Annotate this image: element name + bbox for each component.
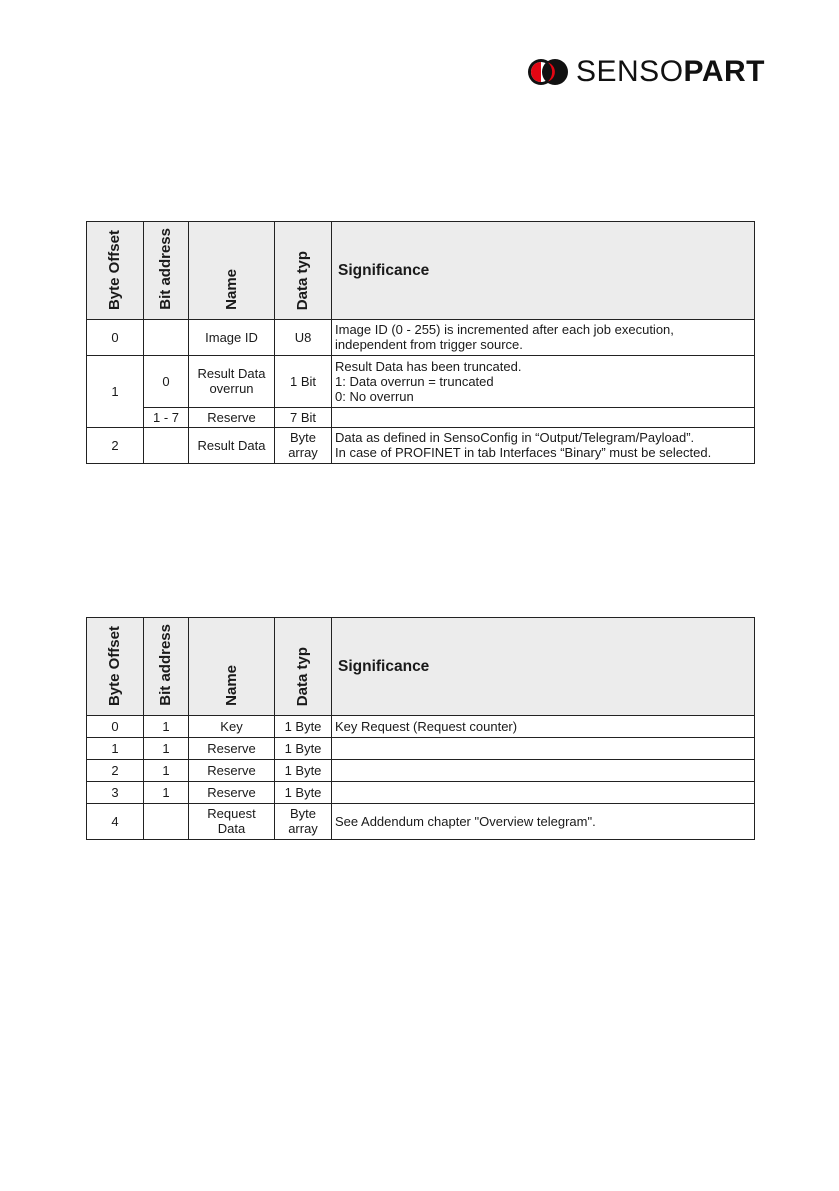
bit-address-cell: 1 - 7 [144, 407, 189, 427]
byte-offset-cell: 3 [87, 781, 144, 803]
output-data-table [86, 617, 755, 840]
name-cell: Result Data [189, 427, 275, 463]
sensopart-logo [526, 56, 765, 88]
name-cell: Reserve [189, 759, 275, 781]
name-cell: Key [189, 715, 275, 737]
table-row [87, 427, 755, 463]
name-cell [189, 803, 275, 839]
bit-address-cell [144, 427, 189, 463]
name-cell [189, 355, 275, 407]
logo-text-bold: PART [683, 55, 765, 88]
byte-offset-cell: 2 [87, 759, 144, 781]
data-type-cell: 1 Byte [275, 781, 332, 803]
byte-offset-cell: 0 [87, 319, 144, 355]
significance-cell [332, 427, 755, 463]
table-header-row [87, 618, 755, 716]
bit-address-cell: 1 [144, 759, 189, 781]
significance-line: Image ID (0 - 255) is incremented after each job execution, [335, 322, 674, 338]
significance-cell [332, 355, 755, 407]
data-type-line: array [288, 821, 318, 837]
table-row [87, 759, 755, 781]
significance-cell: Key Request (Request counter) [332, 715, 755, 737]
data-type-cell: 1 Bit [275, 355, 332, 407]
byte-offset-cell: 1 [87, 355, 144, 427]
name-cell: Reserve [189, 781, 275, 803]
logo-text-light: SENSO [576, 55, 684, 88]
bit-address-cell: 1 [144, 715, 189, 737]
significance-cell [332, 759, 755, 781]
table-row [87, 407, 755, 427]
data-type-line: Byte [289, 806, 316, 822]
significance-cell [332, 319, 755, 355]
significance-line: Result Data has been truncated. [335, 358, 522, 374]
input-data-table [86, 221, 755, 464]
header-name: Name [189, 618, 275, 716]
header-data-type: Data typ [275, 222, 332, 320]
logo-circles-icon [526, 56, 570, 88]
table-row [87, 803, 755, 839]
significance-line: 0: No overrun [335, 388, 414, 404]
data-type-cell: 7 Bit [275, 407, 332, 427]
header-bit-address: Bit address [144, 618, 189, 716]
name-line: Result Data [197, 366, 266, 382]
table-row [87, 781, 755, 803]
name-line: overrun [209, 381, 254, 397]
bit-address-cell [144, 319, 189, 355]
table-row [87, 319, 755, 355]
bit-address-cell: 1 [144, 781, 189, 803]
significance-cell [332, 737, 755, 759]
name-cell: Reserve [189, 737, 275, 759]
significance-line: Data as defined in SensoConfig in “Output/Telegram/Payload”. [335, 430, 695, 446]
data-type-line: array [288, 445, 318, 461]
significance-line: independent from trigger source. [335, 337, 523, 353]
table-row [87, 355, 755, 407]
data-type-cell [275, 803, 332, 839]
name-line: Data [217, 821, 246, 837]
logo-wordmark [576, 56, 765, 88]
data-type-cell: 1 Byte [275, 759, 332, 781]
header-name: Name [189, 222, 275, 320]
data-type-cell [275, 427, 332, 463]
header-significance: Significance [332, 618, 755, 716]
header-bit-address: Bit address [144, 222, 189, 320]
name-cell: Image ID [189, 319, 275, 355]
byte-offset-cell: 0 [87, 715, 144, 737]
significance-cell [332, 781, 755, 803]
significance-cell [332, 407, 755, 427]
header-data-type: Data typ [275, 618, 332, 716]
header-byte-offset: Byte Offset [87, 618, 144, 716]
data-type-cell: 1 Byte [275, 715, 332, 737]
bit-address-cell [144, 803, 189, 839]
data-type-cell: 1 Byte [275, 737, 332, 759]
name-line: Request [207, 806, 256, 822]
significance-cell: See Addendum chapter "Overview telegram". [332, 803, 755, 839]
data-type-line: Byte [289, 430, 316, 446]
table-row [87, 715, 755, 737]
data-type-cell: U8 [275, 319, 332, 355]
header-significance: Significance [332, 222, 755, 320]
byte-offset-cell: 4 [87, 803, 144, 839]
bit-address-cell: 1 [144, 737, 189, 759]
byte-offset-cell: 1 [87, 737, 144, 759]
bit-address-cell: 0 [144, 355, 189, 407]
byte-offset-cell: 2 [87, 427, 144, 463]
significance-line: 1: Data overrun = truncated [335, 373, 494, 389]
significance-line: In case of PROFINET in tab Interfaces “Binary” must be selected. [335, 445, 712, 461]
header-byte-offset: Byte Offset [87, 222, 144, 320]
table-header-row [87, 222, 755, 320]
table-row [87, 737, 755, 759]
name-cell: Reserve [189, 407, 275, 427]
